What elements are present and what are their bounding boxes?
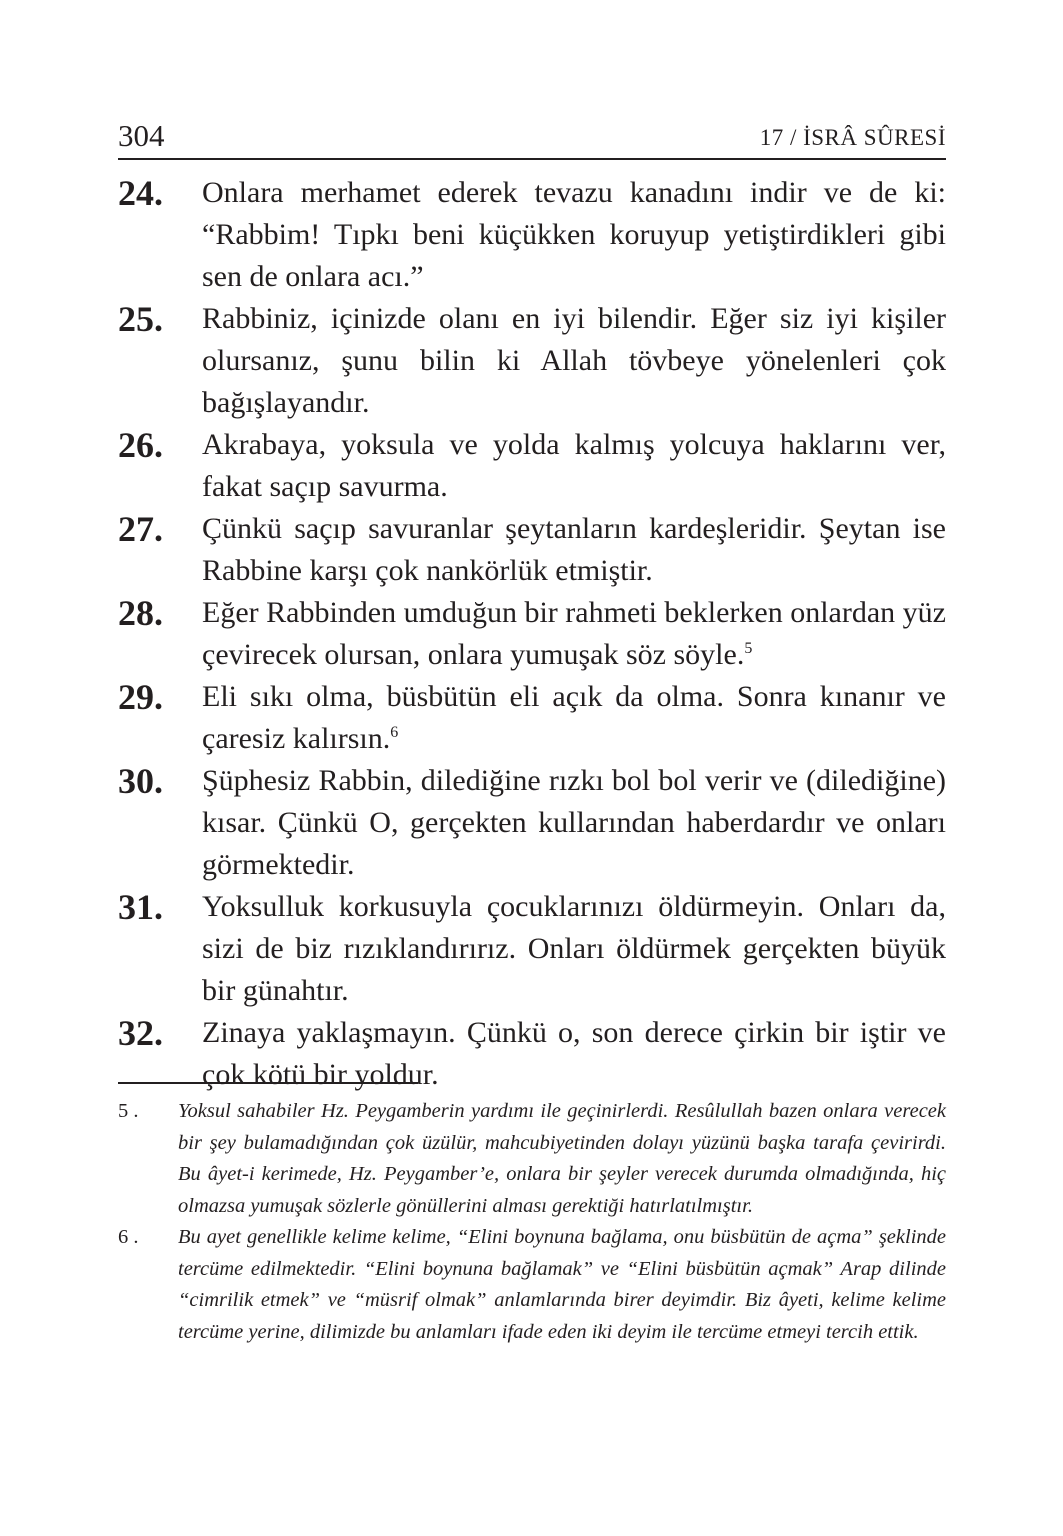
verse-27 [118, 508, 946, 592]
verse-number: 30. [118, 761, 163, 801]
verse-number: 27. [118, 509, 163, 549]
verse-number: 24. [118, 173, 163, 213]
footnote-number: 5 . [118, 1100, 139, 1122]
footnote-5 [118, 1096, 946, 1222]
verse-text: Şüphesiz Rabbin, dilediğine rızkı bol bol verir ve (dilediğine) kısar. Çünkü O, gerçekten kullarından haberdardır ve onları görmektedir. [202, 764, 946, 881]
footnote-text: Yoksul sahabiler Hz. Peygamberin yardımı ile geçinirlerdi. Resûlullah bazen onlara verecek bir şey bulamadığından çok üzülür, mahcubiyetinden dolayı yüzünü başka tarafa çevirirdi. Bu âyet-i kerimede, Hz. Peygamber’e, onlara bir şeyler verecek durumda olmadığında, hiç olmazsa yumuşak sözlerle gönüllerini alması gerektiği hatırlatılmıştır. [178, 1100, 946, 1217]
verse-26 [118, 424, 946, 508]
verse-number: 31. [118, 887, 163, 927]
verse-24 [118, 172, 946, 298]
verse-text: Yoksulluk korkusuyla çocuklarınızı öldürmeyin. Onları da, sizi de biz rızıklandırırız. Onları öldürmek gerçekten büyük bir günahtır. [202, 890, 946, 1007]
verse-29 [118, 676, 946, 760]
footnote-reference[interactable]: 5 [744, 640, 753, 657]
footnote-divider [118, 1082, 418, 1084]
page-header [118, 118, 946, 160]
verse-text: Akrabaya, yoksula ve yolda kalmış yolcuya haklarını ver, fakat saçıp savurma. [202, 428, 946, 503]
footnote-number: 6 . [118, 1226, 139, 1248]
verse-number: 25. [118, 299, 163, 339]
footnote-6 [118, 1222, 946, 1348]
footnote-list [118, 1096, 946, 1348]
verse-28 [118, 592, 946, 676]
verse-number: 28. [118, 593, 163, 633]
verse-31 [118, 886, 946, 1012]
page-number: 304 [118, 118, 165, 153]
verse-text: Çünkü saçıp savuranlar şeytanların kardeşleridir. Şeytan ise Rabbine karşı çok nankörlük etmiştir. [202, 512, 946, 587]
verse-list [118, 172, 946, 1096]
verse-number: 32. [118, 1013, 163, 1053]
verse-number: 26. [118, 425, 163, 465]
verse-text: Eli sıkı olma, büsbütün eli açık da olma. Sonra kınanır ve çaresiz kalırsın. [202, 680, 946, 755]
verse-text: Eğer Rabbinden umduğun bir rahmeti beklerken onlardan yüz çevirecek olursan, onlara yumuşak söz söyle. [202, 596, 946, 671]
verse-text: Onlara merhamet ederek tevazu kanadını indir ve de ki: “Rabbim! Tıpkı beni küçükken koruyup yetiştirdikleri gibi sen de onlara acı.” [202, 176, 946, 293]
footnote-reference[interactable]: 6 [390, 724, 399, 741]
verse-30 [118, 760, 946, 886]
verse-text: Rabbiniz, içinizde olanı en iyi bilendir. Eğer siz iyi kişiler olursanız, şunu bilin ki Allah tövbeye yönelenleri çok bağışlayandır. [202, 302, 946, 419]
verse-text: Zinaya yaklaşmayın. Çünkü o, son derece çirkin bir iştir ve çok kötü bir yoldur. [202, 1016, 946, 1091]
verse-number: 29. [118, 677, 163, 717]
verse-25 [118, 298, 946, 424]
running-title: 17 / İSRÂ SÛRESİ [759, 125, 946, 150]
footnote-text: Bu ayet genellikle kelime kelime, “Elini boynuna bağlama, onu büsbütün de açma” şeklinde tercüme edilmektedir. “Elini boynuna bağlamak” ve “Elini büsbütün açmak” Arap dilinde “cimrilik etmek” ve “müsrif olmak” anlamlarında birer deyimdir. Biz âyeti, kelime kelime tercüme yerine, dilimizde bu anlamları ifade eden iki deyim ile tercüme etmeyi tercih ettik. [178, 1226, 946, 1343]
